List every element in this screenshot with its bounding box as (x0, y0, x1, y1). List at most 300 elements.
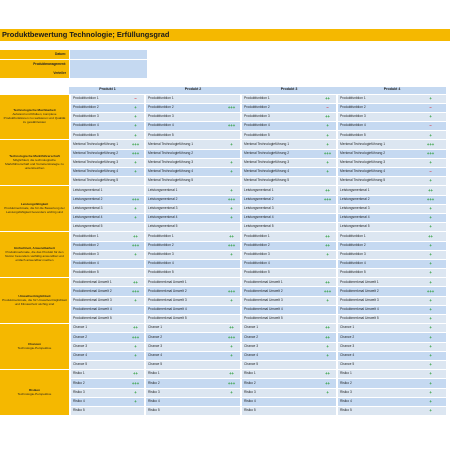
rating-cell[interactable] (223, 131, 240, 140)
meta-value-input[interactable] (69, 69, 147, 78)
rating-cell[interactable]: + (415, 158, 446, 167)
rating-cell[interactable]: +++ (127, 149, 144, 158)
feature-cell[interactable]: Chance 4 (71, 351, 127, 360)
feature-cell[interactable]: Merkmal Technologieführung 1 (338, 140, 415, 149)
rating-cell[interactable]: ++ (319, 94, 336, 103)
feature-cell[interactable]: Produktmerkmal Umwelt 1 (242, 278, 319, 287)
feature-cell[interactable]: Leistungsmerkmal 3 (242, 204, 319, 213)
rating-cell[interactable] (127, 315, 144, 324)
rating-cell[interactable]: + (415, 296, 446, 305)
feature-cell[interactable]: Chance 3 (242, 342, 319, 351)
feature-cell[interactable]: Risiko 1 (71, 370, 127, 379)
feature-cell[interactable]: Leistungsmerkmal 1 (242, 186, 319, 195)
rating-cell[interactable]: + (319, 342, 336, 351)
rating-cell[interactable] (319, 315, 336, 324)
feature-cell[interactable]: Chance 1 (338, 324, 415, 333)
feature-cell[interactable]: Produktfunktion 2 (146, 103, 223, 112)
feature-cell[interactable]: Merkmal Technologieführung 3 (338, 158, 415, 167)
rating-cell[interactable] (127, 406, 144, 415)
feature-cell[interactable]: Produktfunktion 4 (338, 122, 415, 131)
feature-cell[interactable]: Produktfunktion 5 (71, 131, 127, 140)
table-row (0, 278, 446, 287)
rating-cell[interactable] (319, 360, 336, 369)
rating-cell[interactable]: +++ (127, 333, 144, 342)
rating-cell[interactable]: ++ (319, 379, 336, 388)
feature-cell[interactable]: Merkmal Technologieführung 2 (338, 149, 415, 158)
rating-cell[interactable]: + (415, 397, 446, 406)
rating-cell[interactable]: + (223, 140, 240, 149)
rating-cell[interactable]: + (127, 296, 144, 305)
rating-cell[interactable]: + (415, 223, 446, 232)
rating-cell[interactable]: + (415, 278, 446, 287)
rating-cell[interactable] (223, 315, 240, 324)
rating-cell[interactable] (223, 360, 240, 369)
feature-cell[interactable]: Chance 2 (242, 333, 319, 342)
feature-cell[interactable]: Produktfunktion 4 (242, 259, 319, 268)
feature-cell[interactable]: Chance 1 (71, 324, 127, 333)
rating-cell[interactable]: ++ (223, 324, 240, 333)
rating-cell[interactable]: + (127, 397, 144, 406)
rating-cell[interactable] (319, 213, 336, 222)
rating-cell[interactable]: +++ (127, 195, 144, 204)
feature-cell[interactable]: Produktmerkmal Umwelt 5 (242, 315, 319, 324)
rating-cell[interactable]: ++ (223, 232, 240, 241)
feature-cell[interactable]: Produktmerkmal Umwelt 4 (338, 305, 415, 314)
feature-cell[interactable]: Chance 2 (146, 333, 223, 342)
feature-cell[interactable]: Chance 4 (338, 351, 415, 360)
feature-cell[interactable]: Produktmerkmal Umwelt 3 (338, 296, 415, 305)
feature-cell[interactable]: Produktmerkmal Umwelt 4 (242, 305, 319, 314)
rating-cell[interactable] (127, 305, 144, 314)
rating-cell[interactable]: + (415, 250, 446, 259)
feature-cell[interactable]: Leistungsmerkmal 4 (242, 213, 319, 222)
rating-cell[interactable]: ++ (319, 186, 336, 195)
rating-cell[interactable]: – (319, 103, 336, 112)
rating-cell[interactable]: – (127, 94, 144, 103)
feature-cell[interactable]: Leistungsmerkmal 5 (146, 223, 223, 232)
feature-cell[interactable]: Merkmal Technologieführung 3 (71, 158, 127, 167)
feature-cell[interactable]: Produktfunktion 2 (146, 241, 223, 250)
rating-cell[interactable]: + (127, 158, 144, 167)
rating-cell[interactable]: + (415, 360, 446, 369)
feature-cell[interactable]: Merkmal Technologieführung 4 (146, 168, 223, 177)
product-header: Produkt 1 (71, 87, 144, 94)
feature-cell[interactable]: Produktfunktion 3 (242, 112, 319, 121)
rating-cell[interactable]: +++ (223, 103, 240, 112)
feature-cell[interactable]: Leistungsmerkmal 2 (338, 195, 415, 204)
rating-cell[interactable]: + (415, 213, 446, 222)
feature-cell[interactable]: Risiko 4 (242, 397, 319, 406)
feature-cell[interactable]: Risiko 5 (146, 406, 223, 415)
feature-cell[interactable]: Chance 1 (242, 324, 319, 333)
feature-cell[interactable]: Chance 5 (146, 360, 223, 369)
feature-cell[interactable]: Produktmerkmal Umwelt 2 (338, 287, 415, 296)
rating-cell[interactable]: + (319, 250, 336, 259)
feature-cell[interactable]: Produktfunktion 3 (146, 250, 223, 259)
rating-cell[interactable] (223, 397, 240, 406)
rating-cell[interactable]: + (415, 94, 446, 103)
rating-cell[interactable]: + (415, 370, 446, 379)
rating-cell[interactable] (223, 94, 240, 103)
rating-cell[interactable]: +++ (223, 333, 240, 342)
rating-cell[interactable]: +++ (415, 287, 446, 296)
rating-cell[interactable]: + (415, 112, 446, 121)
feature-cell[interactable]: Produktmerkmal Umwelt 5 (71, 315, 127, 324)
feature-cell[interactable]: Leistungsmerkmal 1 (146, 186, 223, 195)
feature-cell[interactable]: Produktfunktion 5 (242, 131, 319, 140)
rating-cell[interactable]: + (319, 296, 336, 305)
rating-cell[interactable] (127, 360, 144, 369)
rating-cell[interactable] (319, 259, 336, 268)
rating-cell[interactable]: + (415, 204, 446, 213)
feature-cell[interactable]: Leistungsmerkmal 3 (338, 204, 415, 213)
feature-cell[interactable]: Produktfunktion 5 (71, 269, 127, 278)
rating-cell[interactable] (223, 406, 240, 415)
rating-cell[interactable]: + (415, 177, 446, 186)
feature-cell[interactable]: Produktmerkmal Umwelt 2 (146, 287, 223, 296)
feature-cell[interactable]: Chance 3 (71, 342, 127, 351)
rating-cell[interactable]: + (223, 342, 240, 351)
feature-cell[interactable]: Risiko 2 (146, 379, 223, 388)
rating-cell[interactable]: +++ (415, 140, 446, 149)
rating-cell[interactable]: + (319, 351, 336, 360)
rating-cell[interactable]: + (415, 388, 446, 397)
rating-cell[interactable] (223, 223, 240, 232)
rating-cell[interactable]: +++ (223, 195, 240, 204)
rating-cell[interactable]: + (415, 315, 446, 324)
feature-cell[interactable]: Chance 2 (338, 333, 415, 342)
feature-cell[interactable]: Produktfunktion 3 (146, 112, 223, 121)
feature-cell[interactable]: Chance 1 (146, 324, 223, 333)
rating-cell[interactable]: +++ (127, 241, 144, 250)
feature-cell[interactable]: Produktmerkmal Umwelt 2 (242, 287, 319, 296)
rating-cell[interactable]: +++ (415, 195, 446, 204)
rating-cell[interactable]: + (223, 388, 240, 397)
feature-cell[interactable]: Produktmerkmal Umwelt 3 (242, 296, 319, 305)
feature-cell[interactable]: Risiko 3 (242, 388, 319, 397)
rating-cell[interactable]: + (127, 351, 144, 360)
rating-cell[interactable]: + (127, 388, 144, 397)
feature-cell[interactable]: Produktfunktion 2 (242, 103, 319, 112)
feature-cell[interactable]: Produktfunktion 5 (338, 269, 415, 278)
feature-cell[interactable]: Leistungsmerkmal 2 (71, 195, 127, 204)
feature-cell[interactable]: Risiko 3 (146, 388, 223, 397)
feature-cell[interactable]: Chance 3 (146, 342, 223, 351)
rating-cell[interactable]: + (415, 379, 446, 388)
feature-cell[interactable]: Produktmerkmal Umwelt 1 (146, 278, 223, 287)
feature-cell[interactable]: Produktfunktion 5 (338, 131, 415, 140)
feature-cell[interactable]: Risiko 5 (71, 406, 127, 415)
rating-cell[interactable] (127, 259, 144, 268)
feature-cell[interactable]: Produktmerkmal Umwelt 3 (146, 296, 223, 305)
feature-cell[interactable]: Produktfunktion 1 (242, 232, 319, 241)
feature-cell[interactable]: Merkmal Technologieführung 1 (71, 140, 127, 149)
criterion-description: Möglichkeit, die technologische Marktführerschaft und Vorreiterstrategie zu unterstreichen (5, 158, 64, 170)
feature-cell[interactable]: Produktfunktion 4 (71, 122, 127, 131)
table-row (0, 94, 446, 103)
rating-cell[interactable]: +++ (223, 287, 240, 296)
feature-cell[interactable]: Chance 5 (338, 360, 415, 369)
feature-cell[interactable]: Chance 5 (71, 360, 127, 369)
feature-cell[interactable]: Chance 5 (242, 360, 319, 369)
feature-cell[interactable]: Produktfunktion 5 (146, 269, 223, 278)
rating-cell[interactable]: + (415, 241, 446, 250)
rating-cell[interactable]: – (415, 168, 446, 177)
feature-cell[interactable]: Produktmerkmal Umwelt 5 (338, 315, 415, 324)
rating-cell[interactable] (319, 223, 336, 232)
feature-cell[interactable]: Produktmerkmal Umwelt 3 (71, 296, 127, 305)
feature-cell[interactable]: Produktfunktion 1 (338, 232, 415, 241)
feature-cell[interactable]: Produktfunktion 3 (71, 250, 127, 259)
feature-cell[interactable]: Produktfunktion 5 (242, 269, 319, 278)
rating-cell[interactable] (319, 305, 336, 314)
feature-cell[interactable]: Risiko 2 (71, 379, 127, 388)
feature-cell[interactable]: Produktfunktion 2 (71, 103, 127, 112)
feature-cell[interactable]: Merkmal Technologieführung 4 (242, 168, 319, 177)
feature-cell[interactable]: Produktfunktion 1 (338, 94, 415, 103)
rating-cell[interactable]: – (415, 122, 446, 131)
feature-cell[interactable]: Merkmal Technologieführung 3 (242, 158, 319, 167)
feature-cell[interactable]: Produktfunktion 1 (146, 232, 223, 241)
feature-cell[interactable]: Risiko 1 (146, 370, 223, 379)
feature-cell[interactable]: Chance 4 (242, 351, 319, 360)
feature-cell[interactable]: Chance 3 (338, 342, 415, 351)
feature-cell[interactable]: Merkmal Technologieführung 1 (242, 140, 319, 149)
rating-cell[interactable] (319, 269, 336, 278)
feature-cell[interactable]: Merkmal Technologieführung 4 (338, 168, 415, 177)
feature-cell[interactable]: Merkmal Technologieführung 3 (146, 158, 223, 167)
feature-cell[interactable]: Risiko 5 (338, 406, 415, 415)
meta-label: Verteiler (0, 69, 69, 78)
rating-cell[interactable]: +++ (319, 287, 336, 296)
rating-cell[interactable] (223, 149, 240, 158)
rating-cell[interactable]: + (415, 406, 446, 415)
feature-cell[interactable]: Produktfunktion 4 (338, 259, 415, 268)
rating-cell[interactable] (127, 186, 144, 195)
rating-cell[interactable]: ++ (415, 186, 446, 195)
rating-cell[interactable]: ++ (127, 370, 144, 379)
feature-cell[interactable]: Risiko 3 (71, 388, 127, 397)
feature-cell[interactable]: Risiko 3 (338, 388, 415, 397)
rating-cell[interactable]: + (223, 168, 240, 177)
rating-cell[interactable]: + (415, 269, 446, 278)
rating-cell[interactable]: +++ (223, 379, 240, 388)
rating-cell[interactable]: + (415, 131, 446, 140)
feature-cell[interactable]: Leistungsmerkmal 1 (71, 186, 127, 195)
feature-cell[interactable]: Produktfunktion 3 (338, 112, 415, 121)
feature-cell[interactable]: Produktfunktion 4 (146, 122, 223, 131)
rating-cell[interactable]: + (223, 186, 240, 195)
criterion-cell (0, 370, 69, 416)
feature-cell[interactable]: Produktmerkmal Umwelt 2 (71, 287, 127, 296)
rating-cell[interactable]: + (415, 259, 446, 268)
rating-cell[interactable] (223, 177, 240, 186)
rating-cell[interactable]: ++ (319, 333, 336, 342)
feature-cell[interactable]: Risiko 1 (338, 370, 415, 379)
feature-cell[interactable]: Produktfunktion 2 (71, 241, 127, 250)
feature-cell[interactable]: Chance 4 (146, 351, 223, 360)
rating-cell[interactable]: + (223, 250, 240, 259)
table-row (0, 186, 446, 195)
feature-cell[interactable]: Merkmal Technologieführung 5 (71, 177, 127, 186)
feature-cell[interactable]: Produktfunktion 5 (146, 131, 223, 140)
feature-cell[interactable]: Produktmerkmal Umwelt 5 (146, 315, 223, 324)
feature-cell[interactable]: Produktmerkmal Umwelt 1 (338, 278, 415, 287)
feature-cell[interactable]: Produktfunktion 3 (338, 250, 415, 259)
feature-cell[interactable]: Leistungsmerkmal 4 (146, 213, 223, 222)
feature-cell[interactable]: Risiko 5 (242, 406, 319, 415)
rating-cell[interactable]: ++ (127, 324, 144, 333)
rating-cell[interactable] (319, 177, 336, 186)
rating-cell[interactable]: + (223, 158, 240, 167)
rating-cell[interactable]: + (127, 168, 144, 177)
rating-cell[interactable]: +++ (319, 195, 336, 204)
rating-cell[interactable]: + (223, 213, 240, 222)
meta-value-input[interactable] (69, 50, 147, 59)
rating-cell[interactable]: ++ (319, 324, 336, 333)
feature-cell[interactable]: Produktfunktion 3 (242, 250, 319, 259)
feature-cell[interactable]: Leistungsmerkmal 5 (242, 223, 319, 232)
meta-row-produktmanagement (0, 60, 148, 69)
feature-cell[interactable]: Risiko 4 (71, 397, 127, 406)
rating-cell[interactable]: + (415, 333, 446, 342)
feature-cell[interactable]: Merkmal Technologieführung 5 (146, 177, 223, 186)
rating-cell[interactable]: ++ (223, 370, 240, 379)
table-row (0, 232, 446, 241)
rating-cell[interactable]: +++ (127, 140, 144, 149)
feature-cell[interactable]: Produktmerkmal Umwelt 4 (71, 305, 127, 314)
rating-cell[interactable]: + (223, 296, 240, 305)
feature-cell[interactable]: Merkmal Technologieführung 2 (242, 149, 319, 158)
product-header: Produkt 2 (146, 87, 240, 94)
rating-cell[interactable] (319, 397, 336, 406)
rating-cell[interactable] (127, 269, 144, 278)
feature-cell[interactable]: Produktfunktion 1 (146, 94, 223, 103)
feature-cell[interactable]: Produktmerkmal Umwelt 4 (146, 305, 223, 314)
rating-cell[interactable] (319, 204, 336, 213)
rating-cell[interactable]: +++ (223, 122, 240, 131)
rating-cell[interactable]: + (127, 250, 144, 259)
rating-cell[interactable]: + (223, 351, 240, 360)
rating-cell[interactable]: – (415, 103, 446, 112)
feature-cell[interactable]: Leistungsmerkmal 1 (338, 186, 415, 195)
rating-cell[interactable]: +++ (127, 379, 144, 388)
meta-label: Produktmanagement: (0, 60, 69, 69)
feature-cell[interactable]: Merkmal Technologieführung 1 (146, 140, 223, 149)
rating-cell[interactable]: + (127, 213, 144, 222)
feature-cell[interactable]: Produktfunktion 1 (71, 232, 127, 241)
feature-cell[interactable]: Leistungsmerkmal 3 (71, 204, 127, 213)
rating-cell[interactable] (127, 177, 144, 186)
rating-cell[interactable]: ++ (127, 232, 144, 241)
rating-cell[interactable]: ++ (319, 278, 336, 287)
rating-cell[interactable] (319, 406, 336, 415)
rating-cell[interactable]: + (319, 131, 336, 140)
rating-cell[interactable] (223, 269, 240, 278)
feature-cell[interactable]: Produktfunktion 4 (242, 122, 319, 131)
table-row (0, 370, 446, 379)
feature-cell[interactable]: Leistungsmerkmal 4 (338, 213, 415, 222)
feature-cell[interactable]: Produktfunktion 1 (242, 94, 319, 103)
rating-cell[interactable]: ++ (415, 232, 446, 241)
feature-cell[interactable]: Merkmal Technologieführung 4 (71, 168, 127, 177)
meta-row-verteiler (0, 69, 148, 78)
rating-cell[interactable]: + (319, 168, 336, 177)
feature-cell[interactable]: Leistungsmerkmal 2 (242, 195, 319, 204)
meta-value-input[interactable] (69, 60, 147, 69)
feature-cell[interactable]: Merkmal Technologieführung 2 (71, 149, 127, 158)
rating-cell[interactable]: + (415, 305, 446, 314)
feature-cell[interactable]: Produktfunktion 2 (242, 241, 319, 250)
feature-cell[interactable]: Risiko 1 (242, 370, 319, 379)
rating-cell[interactable]: +++ (319, 149, 336, 158)
feature-cell[interactable]: Risiko 2 (242, 379, 319, 388)
feature-cell[interactable]: Leistungsmerkmal 5 (71, 223, 127, 232)
feature-cell[interactable]: Risiko 2 (338, 379, 415, 388)
feature-cell[interactable]: Risiko 4 (146, 397, 223, 406)
rating-cell[interactable]: + (415, 351, 446, 360)
feature-cell[interactable]: Produktfunktion 1 (71, 94, 127, 103)
rating-cell[interactable] (223, 305, 240, 314)
rating-cell[interactable]: +++ (127, 287, 144, 296)
feature-cell[interactable]: Produktfunktion 3 (71, 112, 127, 121)
rating-cell[interactable]: + (319, 122, 336, 131)
product-header: Produkt 4 (338, 87, 446, 94)
criterion-description: Technologie-Perspektive (17, 391, 52, 396)
feature-cell[interactable]: Merkmal Technologieführung 5 (242, 177, 319, 186)
feature-cell[interactable]: Merkmal Technologieführung 5 (338, 177, 415, 186)
rating-cell[interactable]: + (127, 112, 144, 121)
feature-cell[interactable]: Leistungsmerkmal 3 (146, 204, 223, 213)
feature-cell[interactable]: Produktfunktion 2 (338, 103, 415, 112)
rating-cell[interactable] (223, 278, 240, 287)
rating-cell[interactable]: + (415, 324, 446, 333)
rating-cell[interactable]: ++ (319, 112, 336, 121)
feature-cell[interactable]: Merkmal Technologieführung 2 (146, 149, 223, 158)
rating-cell[interactable]: + (127, 204, 144, 213)
rating-cell[interactable] (223, 259, 240, 268)
rating-cell[interactable]: + (127, 131, 144, 140)
rating-cell[interactable]: + (223, 204, 240, 213)
rating-cell[interactable]: + (319, 140, 336, 149)
rating-cell[interactable]: + (319, 388, 336, 397)
rating-cell[interactable]: ++ (319, 232, 336, 241)
rating-cell[interactable]: + (127, 122, 144, 131)
feature-cell[interactable]: Leistungsmerkmal 5 (338, 223, 415, 232)
feature-cell[interactable]: Leistungsmerkmal 4 (71, 213, 127, 222)
rating-cell[interactable]: ++ (127, 278, 144, 287)
rating-cell[interactable] (127, 223, 144, 232)
rating-cell[interactable]: +++ (223, 241, 240, 250)
feature-cell[interactable]: Produktmerkmal Umwelt 1 (71, 278, 127, 287)
feature-cell[interactable]: Chance 2 (71, 333, 127, 342)
rating-cell[interactable]: ++ (319, 370, 336, 379)
rating-cell[interactable] (223, 112, 240, 121)
rating-cell[interactable]: ++ (319, 241, 336, 250)
feature-cell[interactable]: Leistungsmerkmal 2 (146, 195, 223, 204)
rating-cell[interactable]: + (319, 158, 336, 167)
feature-cell[interactable]: Produktfunktion 4 (71, 259, 127, 268)
feature-cell[interactable]: Produktfunktion 4 (146, 259, 223, 268)
rating-cell[interactable]: + (127, 342, 144, 351)
criterion-title: Einfachheit, Anwendbarkeit (14, 246, 55, 251)
rating-cell[interactable]: + (127, 103, 144, 112)
rating-cell[interactable]: +++ (415, 149, 446, 158)
table-row (0, 140, 446, 149)
rating-cell[interactable]: + (415, 342, 446, 351)
feature-cell[interactable]: Produktfunktion 2 (338, 241, 415, 250)
feature-cell[interactable]: Risiko 4 (338, 397, 415, 406)
